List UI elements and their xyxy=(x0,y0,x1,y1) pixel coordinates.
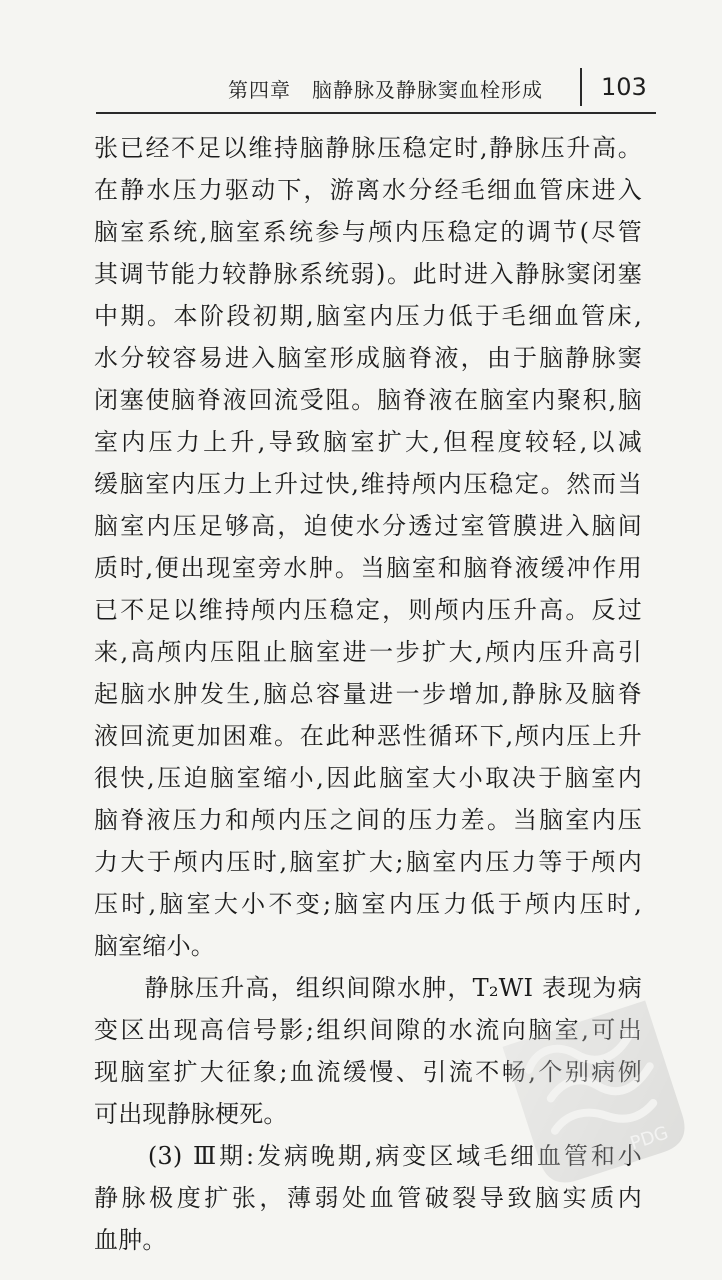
text-line: 压时,脑室大小不变;脑室内压力低于颅内压时, xyxy=(94,890,642,918)
text-line: 很快,压迫脑室缩小,因此脑室大小取决于脑室内 xyxy=(94,764,642,792)
text-line: 闭塞使脑脊液回流受阻。脑脊液在脑室内聚积,脑 xyxy=(94,386,642,414)
text-line: 力大于颅内压时,脑室扩大;脑室内压力等于颅内 xyxy=(94,848,642,876)
page-number: 103 xyxy=(601,73,647,101)
text-line: 已不足以维持颅内压稳定，则颅内压升高。反过 xyxy=(94,596,642,624)
text-line: 脑室系统,脑室系统参与颅内压稳定的调节(尽管 xyxy=(94,218,642,246)
text-line: 脑室内压足够高，迫使水分透过室管膜进入脑间 xyxy=(94,512,642,540)
text-line: 中期。本阶段初期,脑室内压力低于毛细血管床, xyxy=(94,302,642,330)
text-line: 质时,便出现室旁水肿。当脑室和脑脊液缓冲作用 xyxy=(94,554,642,582)
page-header xyxy=(96,60,656,114)
text-line: 可出现静脉梗死。 xyxy=(94,1100,288,1128)
chapter-title: 第四章 脑静脉及静脉窦血栓形成 xyxy=(228,78,543,102)
text-line: 室内压力上升,导致脑室扩大,但程度较轻,以减 xyxy=(94,428,642,456)
text-line: 缓脑室内压力上升过快,维持颅内压稳定。然而当 xyxy=(94,470,642,498)
header-divider xyxy=(580,68,582,106)
header-rule xyxy=(96,112,656,114)
text-line: 脑室缩小。 xyxy=(94,932,215,960)
text-line: 血肿。 xyxy=(94,1226,167,1254)
text-line: 张已经不足以维持脑静脉压稳定时,静脉压升高。 xyxy=(94,134,642,162)
text-line: 来,高颅内压阻止脑室进一步扩大,颅内压升高引 xyxy=(94,638,642,666)
text-line: 静脉极度扩张，薄弱处血管破裂导致脑实质内 xyxy=(94,1184,642,1212)
text-line: (3) Ⅲ期:发病晚期,病变区域毛细血管和小 xyxy=(94,1142,642,1170)
text-line: 现脑室扩大征象;血流缓慢、引流不畅,个别病例 xyxy=(94,1058,642,1086)
text-line: 水分较容易进入脑室形成脑脊液，由于脑静脉窦 xyxy=(94,344,642,372)
text-line: 在静水压力驱动下，游离水分经毛细血管床进入 xyxy=(94,176,642,204)
text-line: 静脉压升高，组织间隙水肿，T₂WI 表现为病 xyxy=(94,974,642,1002)
text-line: 其调节能力较静脉系统弱)。此时进入静脉窦闭塞 xyxy=(94,260,642,288)
watermark-text: PDG xyxy=(627,1122,671,1155)
text-line: 变区出现高信号影;组织间隙的水流向脑室,可出 xyxy=(94,1016,642,1044)
text-line: 脑脊液压力和颅内压之间的压力差。当脑室内压 xyxy=(94,806,642,834)
text-line: 起脑水肿发生,脑总容量进一步增加,静脉及脑脊 xyxy=(94,680,642,708)
text-line: 液回流更加困难。在此种恶性循环下,颅内压上升 xyxy=(94,722,642,750)
